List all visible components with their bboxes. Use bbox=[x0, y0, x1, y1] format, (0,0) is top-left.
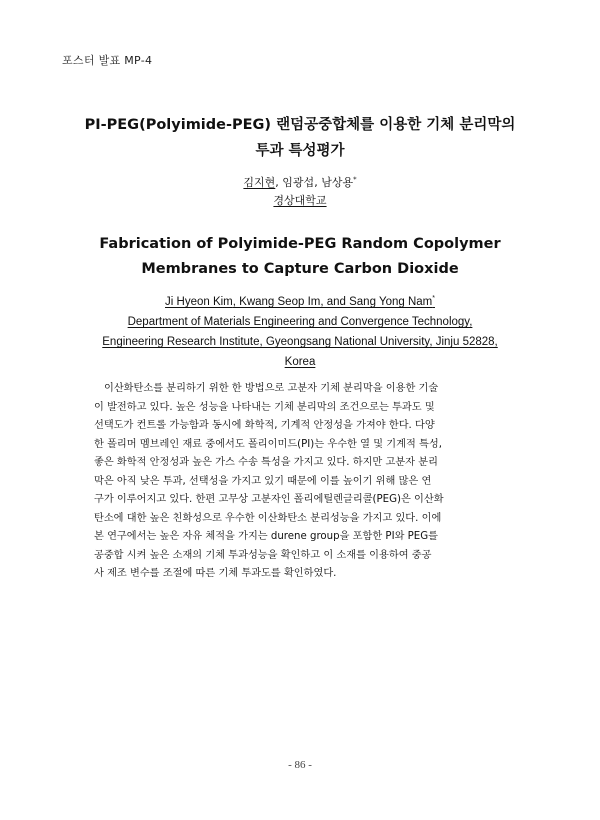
korean-author-2: 임광섭 bbox=[282, 176, 315, 189]
english-affiliation-line-2: Engineering Research Institute, Gyeongsang National University, Jinju 52828, bbox=[102, 336, 498, 348]
english-authors-block bbox=[20, 292, 580, 372]
abstract-line: 구가 이루어지고 있다. 한편 고무상 고분자인 폴리에틸렌글리콜(PEG)은 이산화 bbox=[94, 494, 444, 505]
abstract-line: 본 연구에서는 높은 자유 체적을 가지는 durene group을 포함한 PI와 PEG를 bbox=[94, 531, 438, 542]
korean-author-3: 남상용 bbox=[321, 176, 354, 189]
session-label: 포스터 발표 MP-4 bbox=[62, 54, 153, 67]
corresponding-author-mark: * bbox=[353, 175, 357, 184]
korean-title-line-2: 투과 특성평가 bbox=[255, 143, 345, 159]
korean-title-line-1: PI-PEG(Polyimide-PEG) 랜덤공중합체를 이용한 기체 분리막의 bbox=[84, 117, 516, 133]
english-title-line-1: Fabrication of Polyimide-PEG Random Copolymer bbox=[99, 236, 501, 252]
korean-author-1: 김지현 bbox=[243, 176, 276, 189]
korean-author-sep: , bbox=[275, 176, 283, 189]
abstract-line: 이산화탄소를 분리하기 위한 한 방법으로 고분자 기체 분리막을 이용한 기술 bbox=[104, 383, 439, 394]
english-affiliation-line-3: Korea bbox=[284, 356, 316, 368]
korean-authors-block bbox=[0, 174, 600, 210]
abstract-line: 막은 아직 낮은 투과, 선택성을 가지고 있기 때문에 이를 높이기 위해 많은 연 bbox=[94, 475, 432, 487]
english-author-1: Ji Hyeon Kim bbox=[165, 296, 233, 308]
abstract-line: 좋은 화학적 안정성과 높은 가스 수송 특성을 가지고 있다. 하지만 고분자 분리 bbox=[94, 457, 438, 468]
english-corresponding-mark: * bbox=[432, 295, 435, 303]
english-author-others: , Kwang Seop Im, and Sang Yong Nam bbox=[232, 296, 433, 308]
korean-author-sep: , bbox=[314, 176, 322, 189]
korean-title bbox=[40, 112, 560, 164]
english-affiliation-line-1: Department of Materials Engineering and Convergence Technology, bbox=[127, 316, 473, 328]
abstract-line: 공중합 시켜 높은 소재의 기체 투과성능을 확인하고 이 소재를 이용하여 중공 bbox=[94, 549, 432, 561]
abstract-line: 이 발전하고 있다. 높은 성능을 나타내는 기체 분리막의 조건으로는 투과도 및 bbox=[94, 401, 435, 413]
abstract-line: 선택도가 컨트롤 가능함과 동시에 화학적, 기계적 안정성을 가져야 한다. 다양 bbox=[94, 420, 435, 431]
abstract-line: 한 폴리머 멤브레인 재료 중에서도 폴리이미드(PI)는 우수한 열 및 기계적 특성, bbox=[94, 438, 442, 450]
english-title-line-2: Membranes to Capture Carbon Dioxide bbox=[141, 261, 459, 277]
abstract-body bbox=[94, 380, 506, 584]
korean-author-list bbox=[0, 174, 600, 192]
english-author-list bbox=[20, 292, 580, 312]
abstract-line: 탄소에 대한 높은 친화성으로 우수한 이산화탄소 분리성능을 가지고 있다. 이에 bbox=[94, 512, 442, 524]
english-title bbox=[20, 232, 580, 282]
korean-affiliation: 경상대학교 bbox=[273, 194, 327, 207]
abstract-line: 사 제조 변수를 조절에 따른 기체 투과도를 확인하였다. bbox=[94, 568, 337, 579]
page-number: - 86 - bbox=[288, 759, 312, 771]
